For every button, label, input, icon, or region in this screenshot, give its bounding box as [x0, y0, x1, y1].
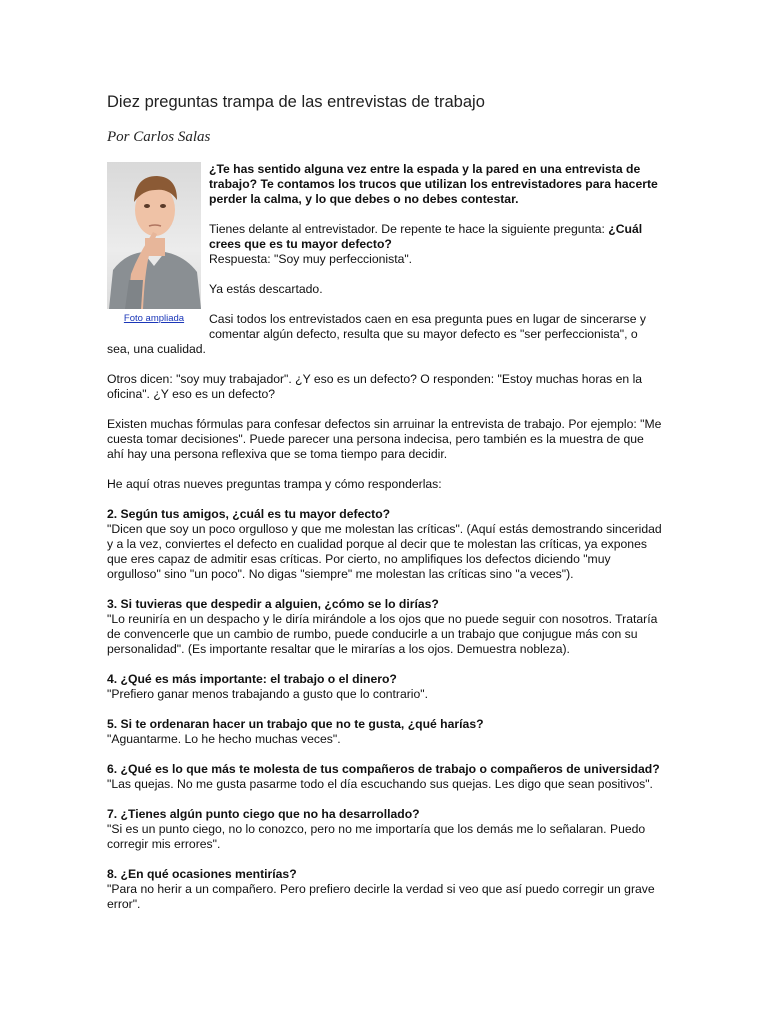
paragraph-6: He aquí otras nueves preguntas trampa y cómo responderlas: [107, 477, 442, 491]
question-block [107, 672, 663, 702]
question-answer: "Las quejas. No me gusta pasarme todo el día escuchando sus quejas. Les digo que sean positivos". [107, 777, 653, 791]
question-answer: "Prefiero ganar menos trabajando a gusto que lo contrario". [107, 687, 428, 701]
paragraph-1-text: Tienes delante al entrevistador. De repente te hace la siguiente pregunta: [209, 222, 609, 236]
person-illustration-icon [107, 162, 201, 309]
question-heading: 2. Según tus amigos, ¿cuál es tu mayor defecto? [107, 507, 391, 521]
question-block [107, 717, 663, 747]
paragraph-2: Ya estás descartado. [209, 282, 323, 296]
question-block [107, 867, 663, 912]
article-body [107, 162, 663, 927]
paragraph-5: Existen muchas fórmulas para confesar defectos sin arruinar la entrevista de trabajo. Por ejemplo: "Me cuesta tomar decisiones". Puede parecer una persona indecisa, pero también es la muestra de que ahí hay una persona reflexiva que se toma tiempo para decidir. [107, 417, 662, 461]
question-heading: 7. ¿Tienes algún punto ciego que no ha desarrollado? [107, 807, 420, 821]
question-block [107, 762, 663, 792]
question-heading: 8. ¿En qué ocasiones mentirías? [107, 867, 297, 881]
paragraph-1-question: ¿Cuál crees que es tu mayor defecto? [209, 222, 643, 251]
question-heading: 3. Si tuvieras que despedir a alguien, ¿cómo se lo dirías? [107, 597, 439, 611]
question-answer: "Dicen que soy un poco orgulloso y que me molestan las críticas". (Aquí estás demostrando sinceridad y a la vez, conviertes el defecto en cualidad porque al decir que te molestan las críticas, ya expones que eres capaz de admitir esas críticas. Por cierto, no amplifiques los defectos diciendo "muy orgulloso" sino "un poco". No digas "siempre" me molestan las críticas sino "a veces"). [107, 522, 662, 581]
paragraph-4: Otros dicen: "soy muy trabajador". ¿Y eso es un defecto? O responden: "Estoy muchas horas en la oficina". ¿Y eso es un defecto? [107, 372, 643, 401]
question-heading: 5. Si te ordenaran hacer un trabajo que no te gusta, ¿qué harías? [107, 717, 484, 731]
article-title: Diez preguntas trampa de las entrevistas de trabajo [107, 93, 485, 111]
question-heading: 4. ¿Qué es más importante: el trabajo o el dinero? [107, 672, 397, 686]
question-block [107, 507, 663, 582]
question-heading: 6. ¿Qué es lo que más te molesta de tus compañeros de trabajo o compañeros de universidad? [107, 762, 660, 776]
question-answer: "Lo reuniría en un despacho y le diría mirándole a los ojos que no puede seguir con nosotros. Trataría de convencerle que un cambio de rumbo, puede conducirle a un trabajo que conjugue más con su personalidad". (Es importante resaltar que le mirarías a los ojos. Demuestra nobleza). [107, 612, 658, 656]
photo-enlarge-link[interactable]: Foto ampliada [123, 313, 185, 324]
paragraph-3: Casi todos los entrevistados caen en esa pregunta pues en lugar de sincerarse y comentar algún defecto, resulta que su mayor defecto es "ser perfeccionista", o sea, una cualidad. [107, 312, 646, 356]
article-byline: Por Carlos Salas [107, 129, 211, 145]
paragraph-1-answer: Respuesta: "Soy muy perfeccionista". [209, 252, 413, 266]
question-answer: "Para no herir a un compañero. Pero prefiero decirle la verdad si veo que así puedo corregir un grave error". [107, 882, 655, 911]
article-lead: ¿Te has sentido alguna vez entre la espada y la pared en una entrevista de trabajo? Te contamos los trucos que utilizan los entrevistadores para hacerte perder la calma, y lo que debes o no debes contestar. [209, 162, 658, 206]
question-block [107, 807, 663, 852]
question-answer: "Aguantarme. Lo he hecho muchas veces". [107, 732, 341, 746]
photo-box [107, 162, 201, 325]
question-block [107, 597, 663, 657]
man-thinking-photo [107, 162, 201, 309]
question-answer: "Si es un punto ciego, no lo conozco, pero no me importaría que los demás me lo señalaran. Puedo corregir mis errores". [107, 822, 646, 851]
